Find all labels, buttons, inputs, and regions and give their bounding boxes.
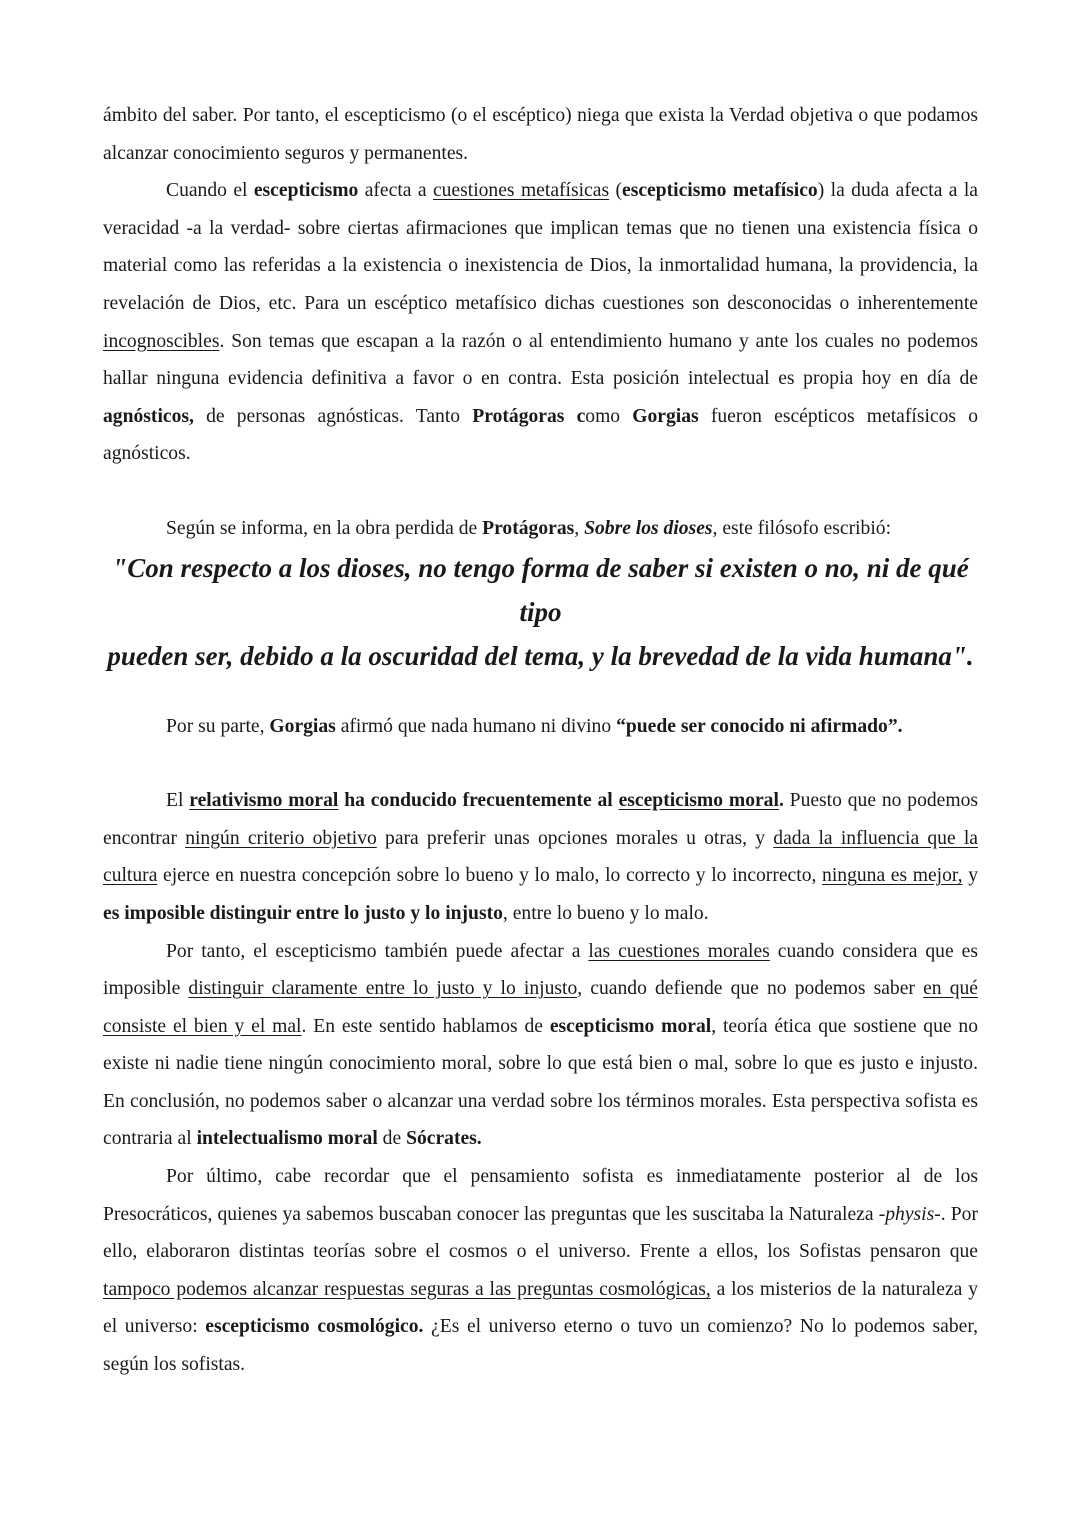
underlined-term: en qué consiste el bien y el mal bbox=[103, 978, 978, 1037]
text: , cuando defiende que no podemos saber bbox=[577, 978, 924, 1000]
text: ámbito del saber. Por tanto, el escepticismo (o el escéptico) niega que exista la Verdad objetiva o que podamos alcanzar conocimiento seguros y permanentes. bbox=[103, 105, 978, 164]
quote-line-2: pueden ser, debido a la oscuridad del tema, y la brevedad de la vida humana". bbox=[107, 640, 974, 671]
bold-quote: “puede ser conocido ni afirmado”. bbox=[616, 715, 903, 737]
bold-term: escepticismo cosmológico. bbox=[205, 1316, 424, 1338]
underlined-term: ninguna es mejor, bbox=[822, 865, 963, 887]
bold-term: escepticismo bbox=[253, 180, 359, 202]
text: a los misterios de la naturaleza y el universo: bbox=[103, 1278, 978, 1338]
text: El bbox=[166, 790, 190, 812]
book-title: Sobre los dioses bbox=[584, 517, 713, 539]
text: ( bbox=[609, 180, 622, 202]
paragraph-gorgias bbox=[103, 708, 978, 746]
bold-term: Gorgias bbox=[269, 715, 336, 737]
paragraph-skepticism-definition bbox=[103, 97, 978, 172]
text: ejerce en nuestra concepción sobre lo bueno y lo malo, lo correcto y lo incorrecto, bbox=[157, 865, 823, 887]
text: para preferir unas opciones morales u otras, y bbox=[376, 827, 774, 849]
bold-term: . bbox=[778, 790, 784, 812]
text: ) la duda afecta a la veracidad -a la verdad- sobre ciertas afirmaciones que implican temas que no tienen una existencia física o material como las referidas a la existencia o inexistencia de Dios, la inmortalidad humana, la providencia, la revelación de Dios, etc. Para un escéptico metafísico dichas cuestiones son desconocidas o inherentemente bbox=[103, 180, 978, 314]
bold-term: agnósticos, bbox=[103, 405, 194, 427]
bold-term: Protágoras bbox=[482, 517, 575, 539]
underlined-term: incognoscibles bbox=[103, 330, 220, 352]
text: Por su parte, bbox=[166, 715, 270, 737]
bold-underlined-term: relativismo moral bbox=[189, 790, 339, 812]
text: omo bbox=[585, 405, 633, 427]
quote-line-1: "Con respecto a los dioses, no tengo forma de saber si existen o no, ni de qué tipo bbox=[112, 552, 969, 627]
underlined-term: distinguir claramente entre lo justo y lo injusto bbox=[188, 978, 578, 1000]
bold-term: Gorgias bbox=[632, 405, 699, 427]
text: ¿Es el universo eterno o tuvo un comienzo? No lo podemos saber, según los sofistas. bbox=[103, 1316, 979, 1376]
paragraph-metaphysical-skepticism bbox=[103, 172, 978, 473]
text: , este filósofo escribió: bbox=[712, 517, 892, 539]
text: . Son temas que escapan a la razón o al entendimiento humano y ante los cuales no podemos hallar ninguna evidencia definitiva a favor o en contra. Esta posición intelectual es propia hoy en día de bbox=[103, 330, 978, 390]
protagoras-quote bbox=[103, 546, 978, 678]
bold-term: Protágoras c bbox=[472, 405, 586, 427]
bold-term: es imposible distinguir entre lo justo y lo injusto bbox=[103, 902, 503, 924]
text: , teoría ética que sostiene que no existe ni nadie tiene ningún conocimiento moral, sobre lo que está bien o mal, sobre lo que es justo e injusto. En conclusión, no podemos saber o alcanzar una verdad sobre los términos morales. Esta perspectiva sofista es contraria al bbox=[103, 1015, 978, 1150]
bold-term: ha conducido frecuentemente al bbox=[338, 790, 619, 812]
document-page bbox=[103, 97, 978, 1384]
text: -. Por ello, elaboraron distintas teorías sobre el cosmos o el universo. Frente a ellos, los Sofistas pensaron que bbox=[103, 1203, 978, 1263]
underlined-term: las cuestiones morales bbox=[588, 940, 770, 962]
paragraph-cosmological-skepticism bbox=[103, 1158, 978, 1384]
paragraph-moral-relativism bbox=[103, 782, 978, 932]
text: afecta a bbox=[358, 180, 433, 202]
text: y bbox=[962, 865, 978, 887]
bold-term: escepticismo moral bbox=[549, 1015, 712, 1037]
paragraph-protagoras-intro bbox=[103, 510, 978, 548]
text: fueron escépticos metafísicos o agnósticos. bbox=[103, 405, 978, 465]
bold-term: intelectualismo moral bbox=[196, 1128, 378, 1150]
text: , entre lo bueno y lo malo. bbox=[502, 902, 709, 924]
underlined-term: cuestiones metafísicas bbox=[432, 180, 610, 202]
text: cuando considera que es imposible bbox=[103, 940, 978, 1000]
text: Por último, cabe recordar que el pensamiento sofista es inmediatamente posterior al de los Presocráticos, quienes ya sabemos buscaban conocer las preguntas que les suscitaba la Naturaleza - bbox=[103, 1166, 978, 1225]
bold-underlined-term: escepticismo moral bbox=[618, 790, 779, 812]
text: Cuando el bbox=[166, 180, 254, 202]
underlined-term: ningún criterio objetivo bbox=[185, 827, 377, 849]
text: de personas agnósticas. Tanto bbox=[193, 405, 473, 427]
italic-term: physis bbox=[885, 1203, 935, 1225]
text: , bbox=[574, 517, 585, 539]
bold-term: escepticismo metafísico bbox=[622, 180, 818, 202]
paragraph-moral-skepticism bbox=[103, 933, 978, 1159]
underlined-term: dada la influencia que la cultura bbox=[103, 827, 978, 887]
text: de bbox=[377, 1128, 407, 1150]
bold-term: Sócrates. bbox=[406, 1128, 482, 1150]
text: Según se informa, en la obra perdida de bbox=[166, 517, 483, 539]
text: Por tanto, el escepticismo también puede afectar a bbox=[166, 940, 589, 962]
text: afirmó que nada humano ni divino bbox=[335, 715, 617, 737]
text: . En este sentido hablamos de bbox=[301, 1015, 550, 1037]
underlined-term: tampoco podemos alcanzar respuestas seguras a las preguntas cosmológicas, bbox=[103, 1278, 711, 1300]
text: Puesto que no podemos encontrar bbox=[103, 790, 979, 849]
